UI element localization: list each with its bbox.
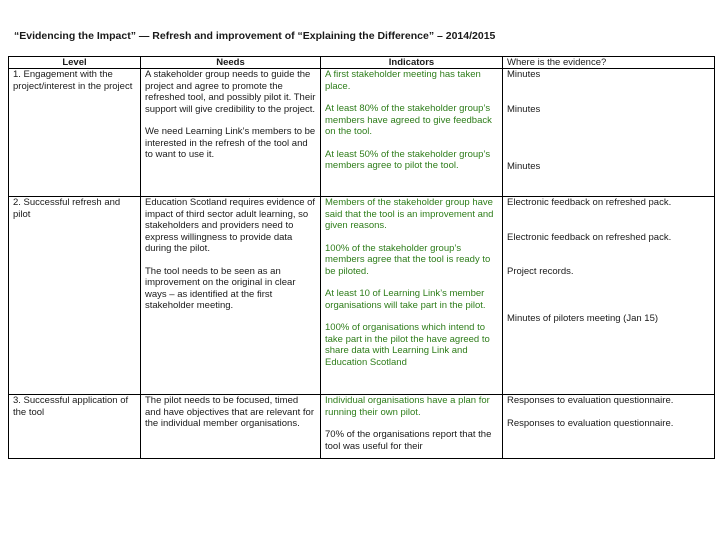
header-needs: Needs [141,57,321,69]
table-header-row [9,57,715,69]
table-row [9,395,715,459]
cell-evidence: Minutes Minutes Minutes [503,69,715,197]
cell-level: 1. Engagement with the project/interest in the project [9,69,141,197]
header-evidence: Where is the evidence? [503,57,715,69]
cell-indicators: Members of the stakeholder group have said that the tool is an improvement and given reasons. 100% of the stakeholder group’s members agree that the tool is ready to be piloted. At least 10 of Learning Link’s member organisations will take part in the pilot. 100% of organisations which intend to take part in the pilot the have agreed to share data with Learning Link and Education Scotland [321,197,503,395]
cell-level: 3. Successful application of the tool [9,395,141,459]
cell-needs: Education Scotland requires evidence of impact of third sector adult learning, so stakeholders and providers need to express willingness to provide data during the pilot. The tool needs to be seen as an improvement on the original in clear ways – as identified at the first stakeholder meeting. [141,197,321,395]
table-row [9,197,715,395]
document-title: “Evidencing the Impact” — Refresh and improvement of “Explaining the Difference” – 2014/2015 [14,30,496,42]
cell-level: 2. Successful refresh and pilot [9,197,141,395]
cell-evidence: Electronic feedback on refreshed pack. Electronic feedback on refreshed pack. Project records. Minutes of piloters meeting (Jan 15) [503,197,715,395]
cell-indicators: Individual organisations have a plan for running their own pilot. 70% of the organisations report that the tool was useful for their [321,395,503,459]
cell-needs: A stakeholder group needs to guide the project and agree to promote the refreshed tool, and possibly pilot it. Their support will give credibility to the project. We need Learning Link’s members to be interested in the refresh of the tool and to want to use it. [141,69,321,197]
header-level: Level [9,57,141,69]
header-indicators: Indicators [321,57,503,69]
cell-evidence: Responses to evaluation questionnaire. Responses to evaluation questionnaire. [503,395,715,459]
cell-needs: The pilot needs to be focused, timed and have objectives that are relevant for the individual member organisations. [141,395,321,459]
table-row [9,69,715,197]
cell-indicators: A first stakeholder meeting has taken place. At least 80% of the stakeholder group’s members have agreed to give feedback on the tool. At least 50% of the stakeholder group’s members agree to pilot the tool. [321,69,503,197]
evidence-table [8,56,715,459]
